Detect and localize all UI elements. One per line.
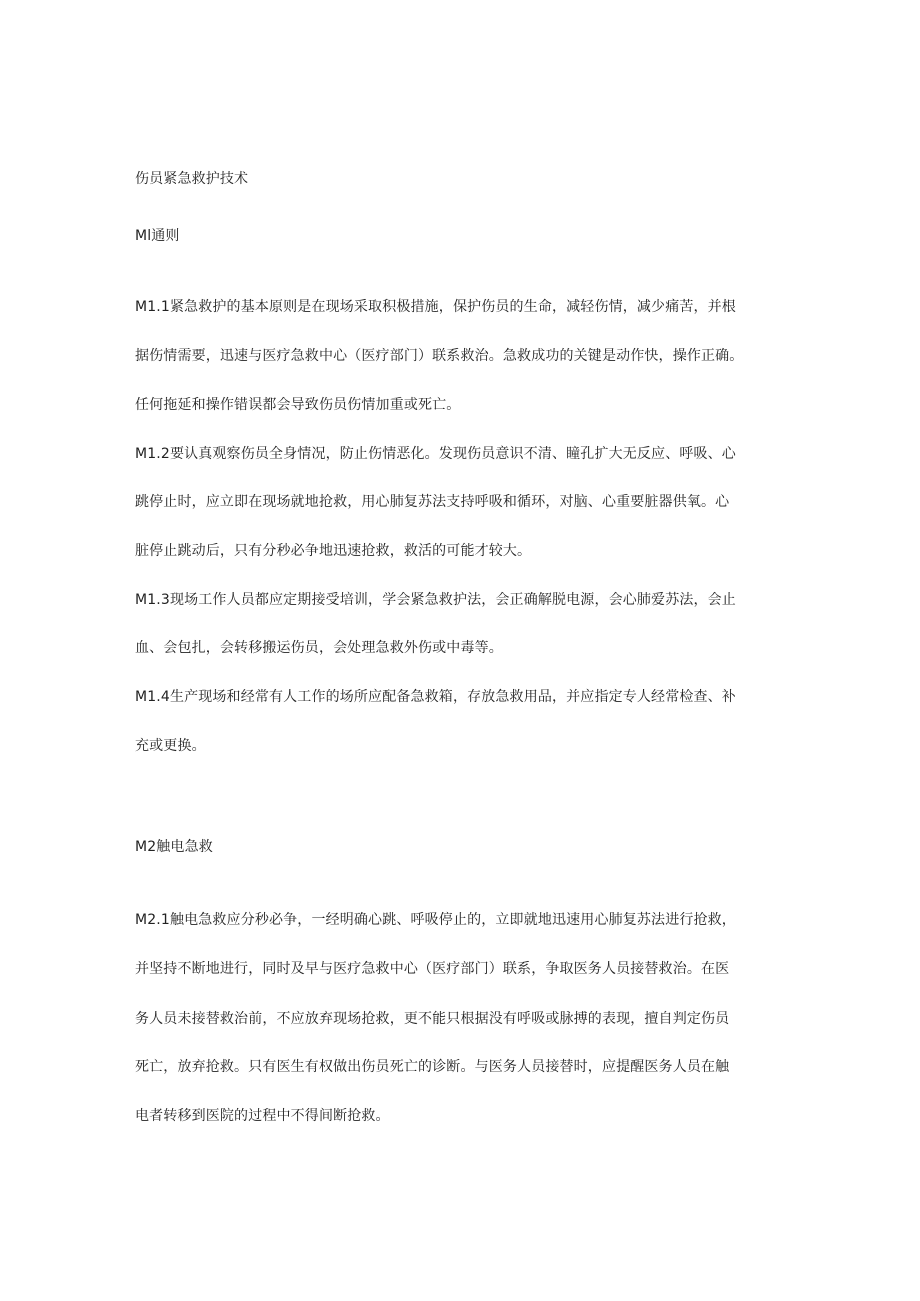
paragraph-line: 据伤情需要，迅速与医疗急救中心（医疗部门）联系救治。急救成功的关键是动作快，操作正确。 [135,348,744,364]
paragraph-line: 务人员未接替救治前，不应放弃现场抢救，更不能只根据没有呼吸或脉搏的表现，擅自判定伤员 [135,1011,730,1027]
paragraph-line: 充或更换。 [135,738,206,754]
paragraph-line: M1.3现场工作人员都应定期接受培训，学会紧急救护法，会正确解脱电源，会心肺爱苏法，会止 [135,592,736,608]
paragraph-line: M2.1触电急救应分秒必争，一经明确心跳、呼吸停止的，立即就地迅速用心肺复苏法进行抢救， [135,912,736,928]
paragraph-line: M1.1紧急救护的基本原则是在现场采取积极措施，保护伤员的生命，减轻伤情，减少痛苦，并根 [135,299,736,315]
paragraph-line: 并坚持不断地进行，同时及早与医疗急救中心（医疗部门）联系，争取医务人员接替救治。在医 [135,961,730,977]
paragraph-line: 血、会包扎，会转移搬运伤员，会处理急救外伤或中毒等。 [135,640,503,656]
section-heading: M2触电急救 [135,839,213,855]
paragraph-line: 任何拖延和操作错误都会导致伤员伤情加重或死亡。 [135,397,461,413]
paragraph-line: M1.2要认真观察伤员全身情况，防止伤情恶化。发现伤员意识不清、瞳孔扩大无反应、呼吸、心 [135,446,736,462]
paragraph-line: 跳停止时，应立即在现场就地抢救，用心肺复苏法支持呼吸和循环，对脑、心重要脏器供氧。心 [135,494,730,510]
paragraph-line: 脏停止跳动后，只有分秒必争地迅速抢救，救活的可能才较大。 [135,543,532,559]
paragraph-line: M1.4生产现场和经常有人工作的场所应配备急救箱，存放急救用品，并应指定专人经常检查、补 [135,689,736,705]
document-title: 伤员紧急救护技术 [135,171,249,187]
paragraph-line: 电者转移到医院的过程中不得间断抢救。 [135,1108,390,1124]
section-heading: Ml通则 [135,228,180,244]
paragraph-line: 死亡，放弃抢救。只有医生有权做出伤员死亡的诊断。与医务人员接替时，应提醒医务人员在触 [135,1059,730,1075]
